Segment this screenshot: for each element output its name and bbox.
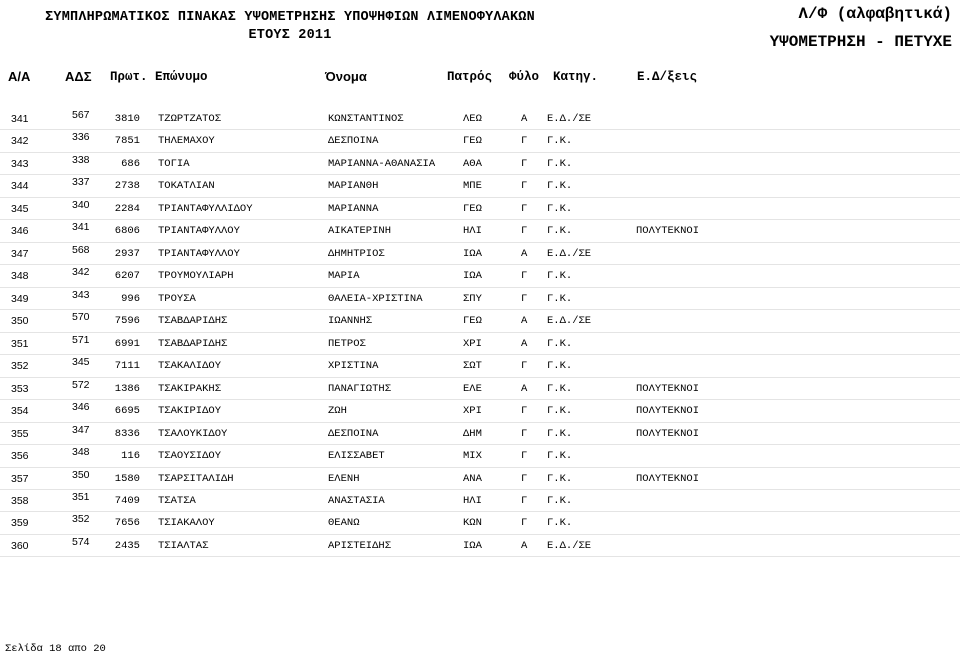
cell-prot: 6207 <box>114 270 140 283</box>
cell-sex: Α <box>521 382 528 395</box>
cell-category: Ε.Δ./ΣΕ <box>547 113 592 125</box>
cell-surname: ΤΣΑΤΣΑ <box>158 494 196 507</box>
cell-name: ΠΑΝΑΓΙΩΤΗΣ <box>328 382 392 395</box>
cell-sex: Γ <box>521 427 528 440</box>
cell-category: Γ.Κ. <box>547 517 573 530</box>
cell-aa: 342 <box>11 135 29 148</box>
cell-category: Γ.Κ. <box>547 427 573 440</box>
cell-note: ΠΟΛΥΤΕΚΝΟΙ <box>636 225 700 238</box>
cell-aa: 358 <box>11 494 29 507</box>
cell-sex: Γ <box>521 180 528 193</box>
table-row <box>0 378 960 400</box>
cell-sex: Γ <box>521 225 528 238</box>
cell-name: ΔΕΣΠΟΙΝΑ <box>328 427 379 440</box>
cell-sex: Γ <box>521 135 528 148</box>
cell-ads: 570 <box>72 311 90 324</box>
cell-surname: ΤΣΑΒΔΑΡΙΔΗΣ <box>158 315 228 328</box>
cell-sex: Α <box>521 539 528 552</box>
cell-category: Γ.Κ. <box>547 180 573 193</box>
cell-ads: 571 <box>72 333 90 346</box>
cell-aa: 354 <box>11 405 29 418</box>
cell-sex: Γ <box>521 472 528 485</box>
cell-category: Ε.Δ./ΣΕ <box>547 315 592 328</box>
cell-father: ΗΛΙ <box>463 225 482 238</box>
cell-sex: Γ <box>521 517 528 530</box>
col-header-father: Πατρός <box>447 70 493 84</box>
cell-name: ΘΑΛΕΙΑ-ΧΡΙΣΤΙΝΑ <box>328 292 423 305</box>
cell-sex: Α <box>521 113 528 125</box>
cell-father: ΚΩΝ <box>463 517 482 530</box>
col-header-category: Κατηγ. <box>553 70 599 84</box>
table-row <box>0 220 960 242</box>
cell-father: ΜΠΕ <box>463 180 482 193</box>
cell-name: ΑΙΚΑΤΕΡΙΝΗ <box>328 225 392 238</box>
cell-name: ΕΛΕΝΗ <box>328 472 360 485</box>
cell-name: ΔΕΣΠΟΙΝΑ <box>328 135 379 148</box>
cell-sex: Γ <box>521 270 528 283</box>
cell-father: ΣΠΥ <box>463 292 482 305</box>
cell-father: ΔΗΜ <box>463 427 482 440</box>
cell-father: ΓΕΩ <box>463 135 482 148</box>
sort-label: Λ/Φ (αλφαβητικά) <box>798 5 952 23</box>
cell-name: ΜΑΡΙΑΝΘΗ <box>328 180 379 193</box>
cell-sex: Α <box>521 315 528 328</box>
cell-surname: ΤΡΟΥΜΟΥΛΙΑΡΗ <box>158 270 234 283</box>
cell-name: ΖΩΗ <box>328 405 347 418</box>
cell-sex: Γ <box>521 202 528 215</box>
cell-ads: 342 <box>72 266 90 279</box>
col-header-sex: Φύλο <box>509 70 540 84</box>
cell-father: ΛΕΩ <box>463 113 482 125</box>
cell-surname: ΤΣΑΟΥΣΙΔΟΥ <box>158 450 222 463</box>
cell-ads: 351 <box>72 490 90 503</box>
cell-aa: 352 <box>11 360 29 373</box>
cell-surname: ΤΣΑΚΙΡΑΚΗΣ <box>158 382 222 395</box>
cell-prot: 2738 <box>114 180 140 193</box>
cell-prot: 7409 <box>114 494 140 507</box>
table-row <box>0 288 960 310</box>
cell-sex: Α <box>521 247 528 260</box>
cell-ads: 574 <box>72 535 90 548</box>
table-row <box>0 333 960 355</box>
cell-prot: 2937 <box>114 247 140 260</box>
cell-prot: 996 <box>121 292 140 305</box>
cell-sex: Γ <box>521 450 528 463</box>
cell-prot: 7851 <box>114 135 140 148</box>
cell-category: Γ.Κ. <box>547 382 573 395</box>
cell-name: ΑΝΑΣΤΑΣΙΑ <box>328 494 385 507</box>
cell-surname: ΤΡΙΑΝΤΑΦΥΛΛΟΥ <box>158 247 240 260</box>
cell-ads: 346 <box>72 401 90 414</box>
cell-prot: 116 <box>121 450 140 463</box>
cell-prot: 686 <box>121 157 140 170</box>
title-line-1: ΣΥΜΠΛΗΡΩΜΑΤΙΚΟΣ ΠΙΝΑΚΑΣ ΥΨΟΜΕΤΡΗΣΗΣ ΥΠΟΨΗΦΙΩΝ ΛΙΜΕΝΟΦΥΛΑΚΩΝ <box>45 10 535 25</box>
cell-father: ΧΡΙ <box>463 405 482 418</box>
cell-father: ΜΙΧ <box>463 450 482 463</box>
cell-prot: 6806 <box>114 225 140 238</box>
col-header-aa: Α/Α <box>8 69 31 84</box>
cell-surname: ΤΣΑΡΣΙΤΑΛΙΔΗ <box>158 472 234 485</box>
cell-category: Γ.Κ. <box>547 157 573 170</box>
cell-aa: 357 <box>11 472 29 485</box>
cell-ads: 336 <box>72 131 90 144</box>
cell-category: Γ.Κ. <box>547 405 573 418</box>
cell-ads: 347 <box>72 423 90 436</box>
table-row <box>0 108 960 130</box>
cell-surname: ΤΖΩΡΤΖΑΤΟΣ <box>158 113 222 125</box>
cell-aa: 360 <box>11 539 29 552</box>
cell-category: Γ.Κ. <box>547 494 573 507</box>
cell-sex: Γ <box>521 292 528 305</box>
table-row <box>0 175 960 197</box>
cell-category: Ε.Δ./ΣΕ <box>547 247 592 260</box>
cell-surname: ΤΣΑΛΟΥΚΙΔΟΥ <box>158 427 228 440</box>
cell-ads: 341 <box>72 221 90 234</box>
cell-prot: 6695 <box>114 405 140 418</box>
cell-aa: 341 <box>11 113 29 125</box>
cell-ads: 350 <box>72 468 90 481</box>
cell-prot: 3810 <box>114 113 140 125</box>
cell-prot: 2435 <box>114 539 140 552</box>
cell-surname: ΤΣΙΑΚΑΛΟΥ <box>158 517 215 530</box>
document-title <box>30 9 550 45</box>
cell-prot: 8336 <box>114 427 140 440</box>
cell-surname: ΤΟΓΙΑ <box>158 157 190 170</box>
table-row <box>0 130 960 152</box>
cell-father: ΣΩΤ <box>463 360 482 373</box>
cell-surname: ΤΟΚΑΤΛΙΑΝ <box>158 180 215 193</box>
cell-category: Γ.Κ. <box>547 292 573 305</box>
col-header-name: Όνομα <box>325 69 367 84</box>
table-row <box>0 243 960 265</box>
cell-surname: ΤΡΙΑΝΤΑΦΥΛΛΙΔΟΥ <box>158 202 253 215</box>
cell-name: ΔΗΜΗΤΡΙΟΣ <box>328 247 385 260</box>
cell-sex: Γ <box>521 157 528 170</box>
table-row <box>0 445 960 467</box>
cell-ads: 348 <box>72 446 90 459</box>
cell-note: ΠΟΛΥΤΕΚΝΟΙ <box>636 427 700 440</box>
cell-surname: ΤΡΙΑΝΤΑΦΥΛΛΟΥ <box>158 225 240 238</box>
table-row <box>0 512 960 534</box>
cell-aa: 348 <box>11 270 29 283</box>
cell-category: Γ.Κ. <box>547 135 573 148</box>
table-row <box>0 355 960 377</box>
col-header-ads: ΑΔΣ <box>65 69 92 84</box>
cell-ads: 338 <box>72 153 90 166</box>
cell-ads: 345 <box>72 356 90 369</box>
cell-surname: ΤΣΑΒΔΑΡΙΔΗΣ <box>158 337 228 350</box>
cell-surname: ΤΡΟΥΣΑ <box>158 292 196 305</box>
col-header-surname: Επώνυμο <box>155 70 208 84</box>
cell-name: ΑΡΙΣΤΕΙΔΗΣ <box>328 539 392 552</box>
cell-category: Ε.Δ./ΣΕ <box>547 539 592 552</box>
cell-aa: 347 <box>11 247 29 260</box>
cell-aa: 350 <box>11 315 29 328</box>
table-row <box>0 198 960 220</box>
cell-ads: 352 <box>72 513 90 526</box>
cell-surname: ΤΣΙΑΛΤΑΣ <box>158 539 209 552</box>
cell-ads: 568 <box>72 243 90 256</box>
cell-aa: 359 <box>11 517 29 530</box>
cell-aa: 346 <box>11 225 29 238</box>
table-row <box>0 310 960 332</box>
cell-name: ΙΩΑΝΝΗΣ <box>328 315 373 328</box>
cell-name: ΜΑΡΙΑΝΝΑ <box>328 202 379 215</box>
cell-prot: 6991 <box>114 337 140 350</box>
page-number: Σελίδα 18 απο 20 <box>5 643 106 655</box>
cell-father: ΑΝΑ <box>463 472 482 485</box>
cell-sex: Γ <box>521 494 528 507</box>
cell-surname: ΤΗΛΕΜΑΧΟΥ <box>158 135 215 148</box>
cell-ads: 343 <box>72 288 90 301</box>
cell-category: Γ.Κ. <box>547 225 573 238</box>
cell-name: ΕΛΙΣΣΑΒΕΤ <box>328 450 385 463</box>
cell-father: ΓΕΩ <box>463 315 482 328</box>
cell-note: ΠΟΛΥΤΕΚΝΟΙ <box>636 472 700 485</box>
cell-aa: 351 <box>11 337 29 350</box>
cell-aa: 355 <box>11 427 29 440</box>
cell-father: ΑΘΑ <box>463 157 482 170</box>
table-row <box>0 423 960 445</box>
table-row <box>0 400 960 422</box>
cell-ads: 572 <box>72 378 90 391</box>
cell-sex: Γ <box>521 405 528 418</box>
table-row <box>0 535 960 557</box>
cell-aa: 349 <box>11 292 29 305</box>
cell-prot: 7111 <box>114 360 140 373</box>
cell-name: ΘΕΑΝΩ <box>328 517 360 530</box>
cell-prot: 1580 <box>114 472 140 485</box>
table-row <box>0 265 960 287</box>
col-header-note: Ε.Δ/ξεις <box>637 70 698 84</box>
cell-father: ΙΩΑ <box>463 270 482 283</box>
cell-aa: 353 <box>11 382 29 395</box>
title-line-2: ΕΤΟΥΣ 2011 <box>248 28 332 43</box>
cell-category: Γ.Κ. <box>547 472 573 485</box>
cell-name: ΚΩΝΣΤΑΝΤΙΝΟΣ <box>328 113 404 125</box>
cell-prot: 7596 <box>114 315 140 328</box>
cell-aa: 345 <box>11 202 29 215</box>
cell-aa: 343 <box>11 157 29 170</box>
cell-aa: 344 <box>11 180 29 193</box>
cell-category: Γ.Κ. <box>547 337 573 350</box>
cell-name: ΠΕΤΡΟΣ <box>328 337 366 350</box>
cell-ads: 340 <box>72 198 90 211</box>
cell-aa: 356 <box>11 450 29 463</box>
cell-surname: ΤΣΑΚΑΛΙΔΟΥ <box>158 360 222 373</box>
table-row <box>0 490 960 512</box>
cell-name: ΧΡΙΣΤΙΝΑ <box>328 360 379 373</box>
cell-ads: 337 <box>72 176 90 189</box>
cell-sex: Γ <box>521 360 528 373</box>
cell-father: ΕΛΕ <box>463 382 482 395</box>
cell-ads: 567 <box>72 109 90 121</box>
cell-surname: ΤΣΑΚΙΡΙΔΟΥ <box>158 405 222 418</box>
col-header-prot: Πρωτ. <box>110 70 148 84</box>
cell-category: Γ.Κ. <box>547 450 573 463</box>
table-row <box>0 468 960 490</box>
cell-note: ΠΟΛΥΤΕΚΝΟΙ <box>636 382 700 395</box>
cell-father: ΧΡΙ <box>463 337 482 350</box>
cell-note: ΠΟΛΥΤΕΚΝΟΙ <box>636 405 700 418</box>
cell-sex: Α <box>521 337 528 350</box>
cell-category: Γ.Κ. <box>547 360 573 373</box>
cell-prot: 1386 <box>114 382 140 395</box>
cell-father: ΙΩΑ <box>463 539 482 552</box>
cell-prot: 7656 <box>114 517 140 530</box>
cell-father: ΙΩΑ <box>463 247 482 260</box>
cell-category: Γ.Κ. <box>547 202 573 215</box>
cell-name: ΜΑΡΙΑΝΝΑ-ΑΘΑΝΑΣΙΑ <box>328 157 436 170</box>
cell-father: ΗΛΙ <box>463 494 482 507</box>
cell-category: Γ.Κ. <box>547 270 573 283</box>
document-subtitle <box>770 3 952 53</box>
results-table <box>0 108 960 557</box>
result-label: ΥΨΟΜΕΤΡΗΣΗ - ΠΕΤΥΧΕ <box>769 33 952 51</box>
table-row <box>0 153 960 175</box>
cell-father: ΓΕΩ <box>463 202 482 215</box>
cell-prot: 2284 <box>114 202 140 215</box>
cell-name: ΜΑΡΙΑ <box>328 270 360 283</box>
